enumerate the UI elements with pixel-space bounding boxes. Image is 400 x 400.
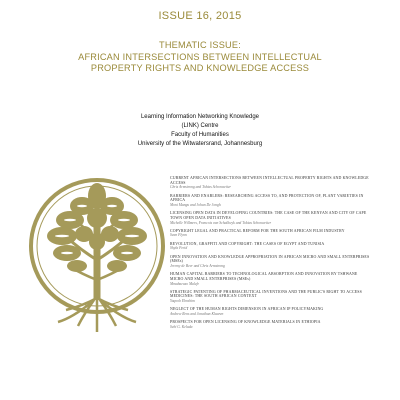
thematic-title-line: PROPERTY RIGHTS AND KNOWLEDGE ACCESS: [90, 63, 310, 73]
contents-entry: [170, 320, 370, 329]
tree-roots: [58, 298, 136, 332]
affiliation-line: Learning Information Networking Knowledge: [140, 114, 260, 120]
contents-entry: [170, 229, 370, 238]
affiliation-line: Faculty of Humanities: [171, 132, 229, 138]
affiliation-line: (LINK) Centre: [181, 123, 219, 129]
article-title: PROSPECTS FOR OPEN LICENSING OF KNOWLEDGE MATERIALS IN ETHIOPIA: [170, 320, 321, 325]
contents-entry: [170, 211, 370, 225]
article-title: BARRIERS AND ENABLERS: RESEARCHING ACCESS TO, AND PROTECTION OF, PLANT VARIETIES IN AFRICA: [170, 193, 364, 203]
article-authors: Sebi G. Kelada: [170, 324, 193, 329]
thematic-title: [20, 40, 380, 75]
issue-number: ISSUE 16, 2015: [158, 10, 242, 22]
contents-entry: [170, 272, 370, 286]
article-title: CURRENT AFRICAN INTERSECTIONS BETWEEN INTELLECTUAL PROPERTY RIGHTS AND KNOWLEDGE ACCESS: [170, 176, 369, 185]
article-authors: Chris Armstrong and Tobias Schonwetter: [170, 185, 231, 190]
article-title: COPYRIGHT LEGAL AND PRACTICAL REFORM FOR THE SOUTH AFRICAN FILM INDUSTRY: [170, 228, 345, 233]
article-title: STRATEGIC PATENTING OF PHARMACEUTICAL INVENTIONS AND THE PUBLIC'S RIGHT TO ACCESS MEDICINES: THE SOUTH AFRICAN CONTEXT: [170, 289, 362, 299]
thematic-title-line: THEMATIC ISSUE:: [159, 40, 241, 50]
contents-entry: [170, 290, 370, 304]
article-authors: Mmabaeaso Malefe: [170, 281, 200, 286]
article-title: HUMAN CAPITAL BARRIERS TO TECHNOLOGICAL ABSORPTION AND INNOVATION BY TSHWANE MICRO AND SMALL ENTERPRISES (MSEs): [170, 272, 358, 281]
article-authors: Andrew Rens and Jonathan Klaaren: [170, 312, 224, 317]
contents-entry: [170, 176, 370, 190]
article-authors: Jeremy de Beer and Chris Armstrong: [170, 263, 225, 268]
article-title: OPEN INNOVATION AND KNOWLEDGE APPROPRIATION IN AFRICAN MICRO AND SMALL ENTERPRISES (MSEs): [170, 254, 370, 264]
table-of-contents: [170, 176, 370, 333]
affiliation-block: [100, 113, 300, 149]
article-authors: Yaqoob Ebrahim: [170, 299, 195, 304]
tree-emblem: [22, 160, 172, 350]
article-title: LICENSING OPEN DATA IN DEVELOPING COUNTRIES: THE CASE OF THE KENYAN AND CITY OF CAPE TOWN OPEN DATA INITIATIVES: [170, 211, 367, 220]
article-authors: Sean Flynn: [170, 233, 187, 238]
article-authors: Moni Mangu and Johan De Jongh: [170, 203, 221, 207]
article-authors: Shyla Freid: [170, 246, 188, 251]
contents-entry: [170, 242, 370, 251]
thematic-title-line: AFRICAN INTERSECTIONS BETWEEN INTELLECTUAL: [78, 51, 322, 62]
contents-entry: [170, 194, 370, 208]
affiliation-line: University of the Witwatersrand, Johannesburg: [137, 141, 263, 147]
contents-entry: [170, 307, 370, 316]
article-title: NEGLECT OF THE HUMAN RIGHTS DIMENSION IN AFRICAN IP POLICYMAKING: [170, 307, 324, 312]
contents-entry: [170, 255, 370, 269]
article-authors: Michelle Willmers, Francois van Schalkwyk and Tobias Schonwetter: [170, 220, 272, 225]
article-title: REVOLUTION, GRAFFITI AND COPYRIGHT: THE CASES OF EGYPT AND TUNISIA: [170, 241, 325, 246]
